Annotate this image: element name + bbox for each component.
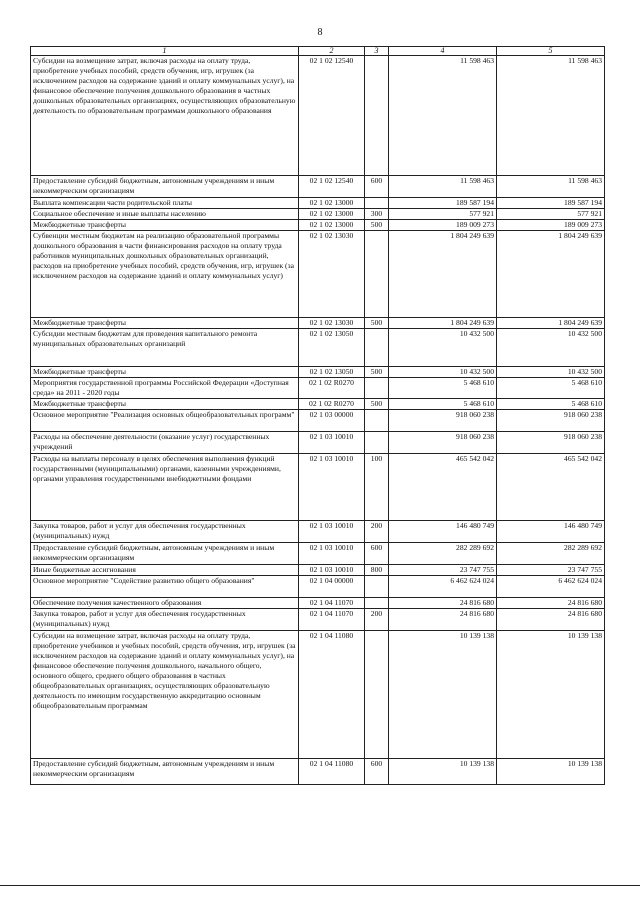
row-name: Мероприятия государственной программы Российской Федерации «Доступная среда» на 2011 - 2020 годы bbox=[31, 378, 299, 399]
row-expense-type bbox=[365, 329, 389, 367]
table-row bbox=[31, 565, 605, 576]
row-amount-2020: 5 468 610 bbox=[497, 378, 605, 399]
row-amount-2019: 282 289 692 bbox=[389, 543, 497, 565]
row-amount-2020: 465 542 042 bbox=[497, 454, 605, 521]
row-expense-type: 600 bbox=[365, 176, 389, 198]
row-amount-2019: 189 009 273 bbox=[389, 220, 497, 231]
row-expense-type: 500 bbox=[365, 367, 389, 378]
header-col-3: 3 bbox=[365, 47, 389, 56]
row-code: 02 1 02 13050 bbox=[299, 329, 365, 367]
row-amount-2019: 1 804 249 639 bbox=[389, 318, 497, 329]
row-expense-type: 200 bbox=[365, 521, 389, 543]
row-amount-2020: 5 468 610 bbox=[497, 399, 605, 410]
row-expense-type bbox=[365, 631, 389, 759]
row-amount-2019: 146 480 749 bbox=[389, 521, 497, 543]
row-amount-2020: 10 139 138 bbox=[497, 759, 605, 785]
row-amount-2020: 11 598 463 bbox=[497, 176, 605, 198]
row-amount-2019: 465 542 042 bbox=[389, 454, 497, 521]
table-row bbox=[31, 176, 605, 198]
row-name: Субсидии местным бюджетам для проведения капитального ремонта муниципальных образовательных организаций bbox=[31, 329, 299, 367]
row-code: 02 1 02 13050 bbox=[299, 367, 365, 378]
row-code: 02 1 02 R0270 bbox=[299, 399, 365, 410]
table-row bbox=[31, 198, 605, 209]
row-name: Расходы на обеспечение деятельности (оказание услуг) государственных учреждений bbox=[31, 432, 299, 454]
row-name: Предоставление субсидий бюджетным, автономным учреждениям и иным некоммерческим организациям bbox=[31, 543, 299, 565]
header-col-1: 1 bbox=[31, 47, 299, 56]
row-code: 02 1 02 13000 bbox=[299, 220, 365, 231]
row-expense-type: 100 bbox=[365, 454, 389, 521]
row-amount-2020: 10 432 500 bbox=[497, 329, 605, 367]
row-code: 02 1 03 00000 bbox=[299, 410, 365, 432]
row-amount-2019: 6 462 624 024 bbox=[389, 576, 497, 598]
row-code: 02 1 04 11080 bbox=[299, 759, 365, 785]
row-amount-2020: 1 804 249 639 bbox=[497, 318, 605, 329]
row-amount-2020: 10 139 138 bbox=[497, 631, 605, 759]
row-name: Основное мероприятие "Реализация основных общеобразовательных программ" bbox=[31, 410, 299, 432]
row-amount-2019: 5 468 610 bbox=[389, 378, 497, 399]
row-name: Предоставление субсидий бюджетным, автономным учреждениям и иным некоммерческим организациям bbox=[31, 176, 299, 198]
row-code: 02 1 03 10010 bbox=[299, 521, 365, 543]
budget-table bbox=[30, 46, 605, 785]
row-amount-2019: 24 816 680 bbox=[389, 598, 497, 609]
row-expense-type bbox=[365, 378, 389, 399]
page-number: 8 bbox=[317, 27, 323, 38]
row-amount-2019: 577 921 bbox=[389, 209, 497, 220]
header-row bbox=[31, 47, 605, 56]
header-col-4: 4 bbox=[389, 47, 497, 56]
row-amount-2019: 11 598 463 bbox=[389, 176, 497, 198]
row-name: Расходы на выплаты персоналу в целях обеспечения выполнения функций государственными (муниципальными) органами, казенными учреждениями, органами управления государственными внебюджетными фондами bbox=[31, 454, 299, 521]
table-row bbox=[31, 231, 605, 318]
table-row bbox=[31, 521, 605, 543]
table-row bbox=[31, 220, 605, 231]
row-code: 02 1 02 13000 bbox=[299, 198, 365, 209]
row-code: 02 1 04 11070 bbox=[299, 609, 365, 631]
row-code: 02 1 03 10010 bbox=[299, 454, 365, 521]
row-name: Обеспечение получения качественного образования bbox=[31, 598, 299, 609]
row-amount-2020: 10 432 500 bbox=[497, 367, 605, 378]
table-body bbox=[31, 56, 605, 785]
table-row bbox=[31, 56, 605, 176]
row-expense-type bbox=[365, 198, 389, 209]
row-amount-2020: 918 060 238 bbox=[497, 432, 605, 454]
table-row bbox=[31, 378, 605, 399]
row-amount-2019: 918 060 238 bbox=[389, 432, 497, 454]
row-code: 02 1 04 11080 bbox=[299, 631, 365, 759]
table-row bbox=[31, 209, 605, 220]
row-expense-type bbox=[365, 56, 389, 176]
row-code: 02 1 02 13000 bbox=[299, 209, 365, 220]
row-expense-type: 600 bbox=[365, 759, 389, 785]
row-name: Межбюджетные трансферты bbox=[31, 399, 299, 410]
row-code: 02 1 03 10010 bbox=[299, 543, 365, 565]
row-amount-2019: 1 804 249 639 bbox=[389, 231, 497, 318]
row-code: 02 1 02 R0270 bbox=[299, 378, 365, 399]
row-name: Социальное обеспечение и иные выплаты населению bbox=[31, 209, 299, 220]
table-row bbox=[31, 367, 605, 378]
table-row bbox=[31, 543, 605, 565]
row-amount-2020: 11 598 463 bbox=[497, 56, 605, 176]
row-name: Межбюджетные трансферты bbox=[31, 318, 299, 329]
row-amount-2019: 23 747 755 bbox=[389, 565, 497, 576]
row-amount-2019: 10 432 500 bbox=[389, 367, 497, 378]
row-expense-type: 600 bbox=[365, 543, 389, 565]
row-expense-type bbox=[365, 231, 389, 318]
table-row bbox=[31, 410, 605, 432]
row-name: Закупка товаров, работ и услуг для обеспечения государственных (муниципальных) нужд bbox=[31, 521, 299, 543]
row-amount-2020: 577 921 bbox=[497, 209, 605, 220]
row-amount-2019: 10 139 138 bbox=[389, 631, 497, 759]
row-amount-2019: 11 598 463 bbox=[389, 56, 497, 176]
row-amount-2020: 146 480 749 bbox=[497, 521, 605, 543]
row-amount-2019: 189 587 194 bbox=[389, 198, 497, 209]
row-amount-2020: 282 289 692 bbox=[497, 543, 605, 565]
table-row bbox=[31, 609, 605, 631]
table-row bbox=[31, 598, 605, 609]
row-code: 02 1 03 10010 bbox=[299, 565, 365, 576]
table-row bbox=[31, 454, 605, 521]
row-code: 02 1 04 00000 bbox=[299, 576, 365, 598]
row-code: 02 1 02 13030 bbox=[299, 318, 365, 329]
table-row bbox=[31, 432, 605, 454]
row-name: Межбюджетные трансферты bbox=[31, 367, 299, 378]
row-expense-type: 300 bbox=[365, 209, 389, 220]
row-amount-2020: 24 816 680 bbox=[497, 598, 605, 609]
row-amount-2019: 10 139 138 bbox=[389, 759, 497, 785]
table-row bbox=[31, 576, 605, 598]
row-expense-type bbox=[365, 576, 389, 598]
row-expense-type: 500 bbox=[365, 220, 389, 231]
row-name: Закупка товаров, работ и услуг для обеспечения государственных (муниципальных) нужд bbox=[31, 609, 299, 631]
row-expense-type: 200 bbox=[365, 609, 389, 631]
row-name: Субсидии на возмещение затрат, включая расходы на оплату труда, приобретение учебных пособий, средств обучения, игр, игрушек (за исключением расходов на содержание зданий и оплату коммунальных услуг), на финансовое обеспечение получения дошкольного образования в частных дошкольных образовательных организациях, осуществляющих образовательную деятельность по образовательным программам дошкольного образования bbox=[31, 56, 299, 176]
row-amount-2020: 189 009 273 bbox=[497, 220, 605, 231]
row-name: Выплата компенсации части родительской платы bbox=[31, 198, 299, 209]
table-row bbox=[31, 399, 605, 410]
header-col-2: 2 bbox=[299, 47, 365, 56]
row-code: 02 1 02 13030 bbox=[299, 231, 365, 318]
table-row bbox=[31, 329, 605, 367]
row-amount-2019: 24 816 680 bbox=[389, 609, 497, 631]
page-bottom-rule bbox=[0, 885, 640, 886]
row-name: Субвенции местным бюджетам на реализацию образовательной программы дошкольного образования в части финансирования расходов на оплату труда работников муниципальных дошкольных образовательных организаций, расходов на приобретение учебных пособий, средств обучения, игр, игрушек (за исключением расходов на содержание зданий и оплату коммунальных услуг) bbox=[31, 231, 299, 318]
row-amount-2020: 6 462 624 024 bbox=[497, 576, 605, 598]
row-amount-2019: 5 468 610 bbox=[389, 399, 497, 410]
row-amount-2020: 23 747 755 bbox=[497, 565, 605, 576]
table-row bbox=[31, 759, 605, 785]
row-name: Основное мероприятие "Содействие развитию общего образования" bbox=[31, 576, 299, 598]
row-expense-type: 800 bbox=[365, 565, 389, 576]
table-row bbox=[31, 318, 605, 329]
row-amount-2020: 918 060 238 bbox=[497, 410, 605, 432]
row-amount-2019: 918 060 238 bbox=[389, 410, 497, 432]
row-amount-2020: 1 804 249 639 bbox=[497, 231, 605, 318]
row-expense-type bbox=[365, 598, 389, 609]
table-row bbox=[31, 631, 605, 759]
row-code: 02 1 02 12540 bbox=[299, 176, 365, 198]
row-amount-2020: 24 816 680 bbox=[497, 609, 605, 631]
header-col-5: 5 bbox=[497, 47, 605, 56]
row-code: 02 1 04 11070 bbox=[299, 598, 365, 609]
row-amount-2020: 189 587 194 bbox=[497, 198, 605, 209]
row-name: Субсидии на возмещение затрат, включая расходы на оплату труда, приобретение учебников и учебных пособий, средств обучения, игр, игрушек (за исключением расходов на содержание зданий и оплату коммунальных услуг), на финансовое обеспечение получения дошкольного, начального общего, основного общего, среднего общего образования в частных общеобразовательных организациях, осуществляющих образовательную деятельность по имеющим государственную аккредитацию основным общеобразовательным программам bbox=[31, 631, 299, 759]
row-expense-type: 500 bbox=[365, 318, 389, 329]
row-code: 02 1 03 10010 bbox=[299, 432, 365, 454]
row-name: Иные бюджетные ассигнования bbox=[31, 565, 299, 576]
row-name: Межбюджетные трансферты bbox=[31, 220, 299, 231]
row-expense-type: 500 bbox=[365, 399, 389, 410]
row-name: Предоставление субсидий бюджетным, автономным учреждениям и иным некоммерческим организациям bbox=[31, 759, 299, 785]
row-expense-type bbox=[365, 410, 389, 432]
row-expense-type bbox=[365, 432, 389, 454]
row-amount-2019: 10 432 500 bbox=[389, 329, 497, 367]
row-code: 02 1 02 12540 bbox=[299, 56, 365, 176]
